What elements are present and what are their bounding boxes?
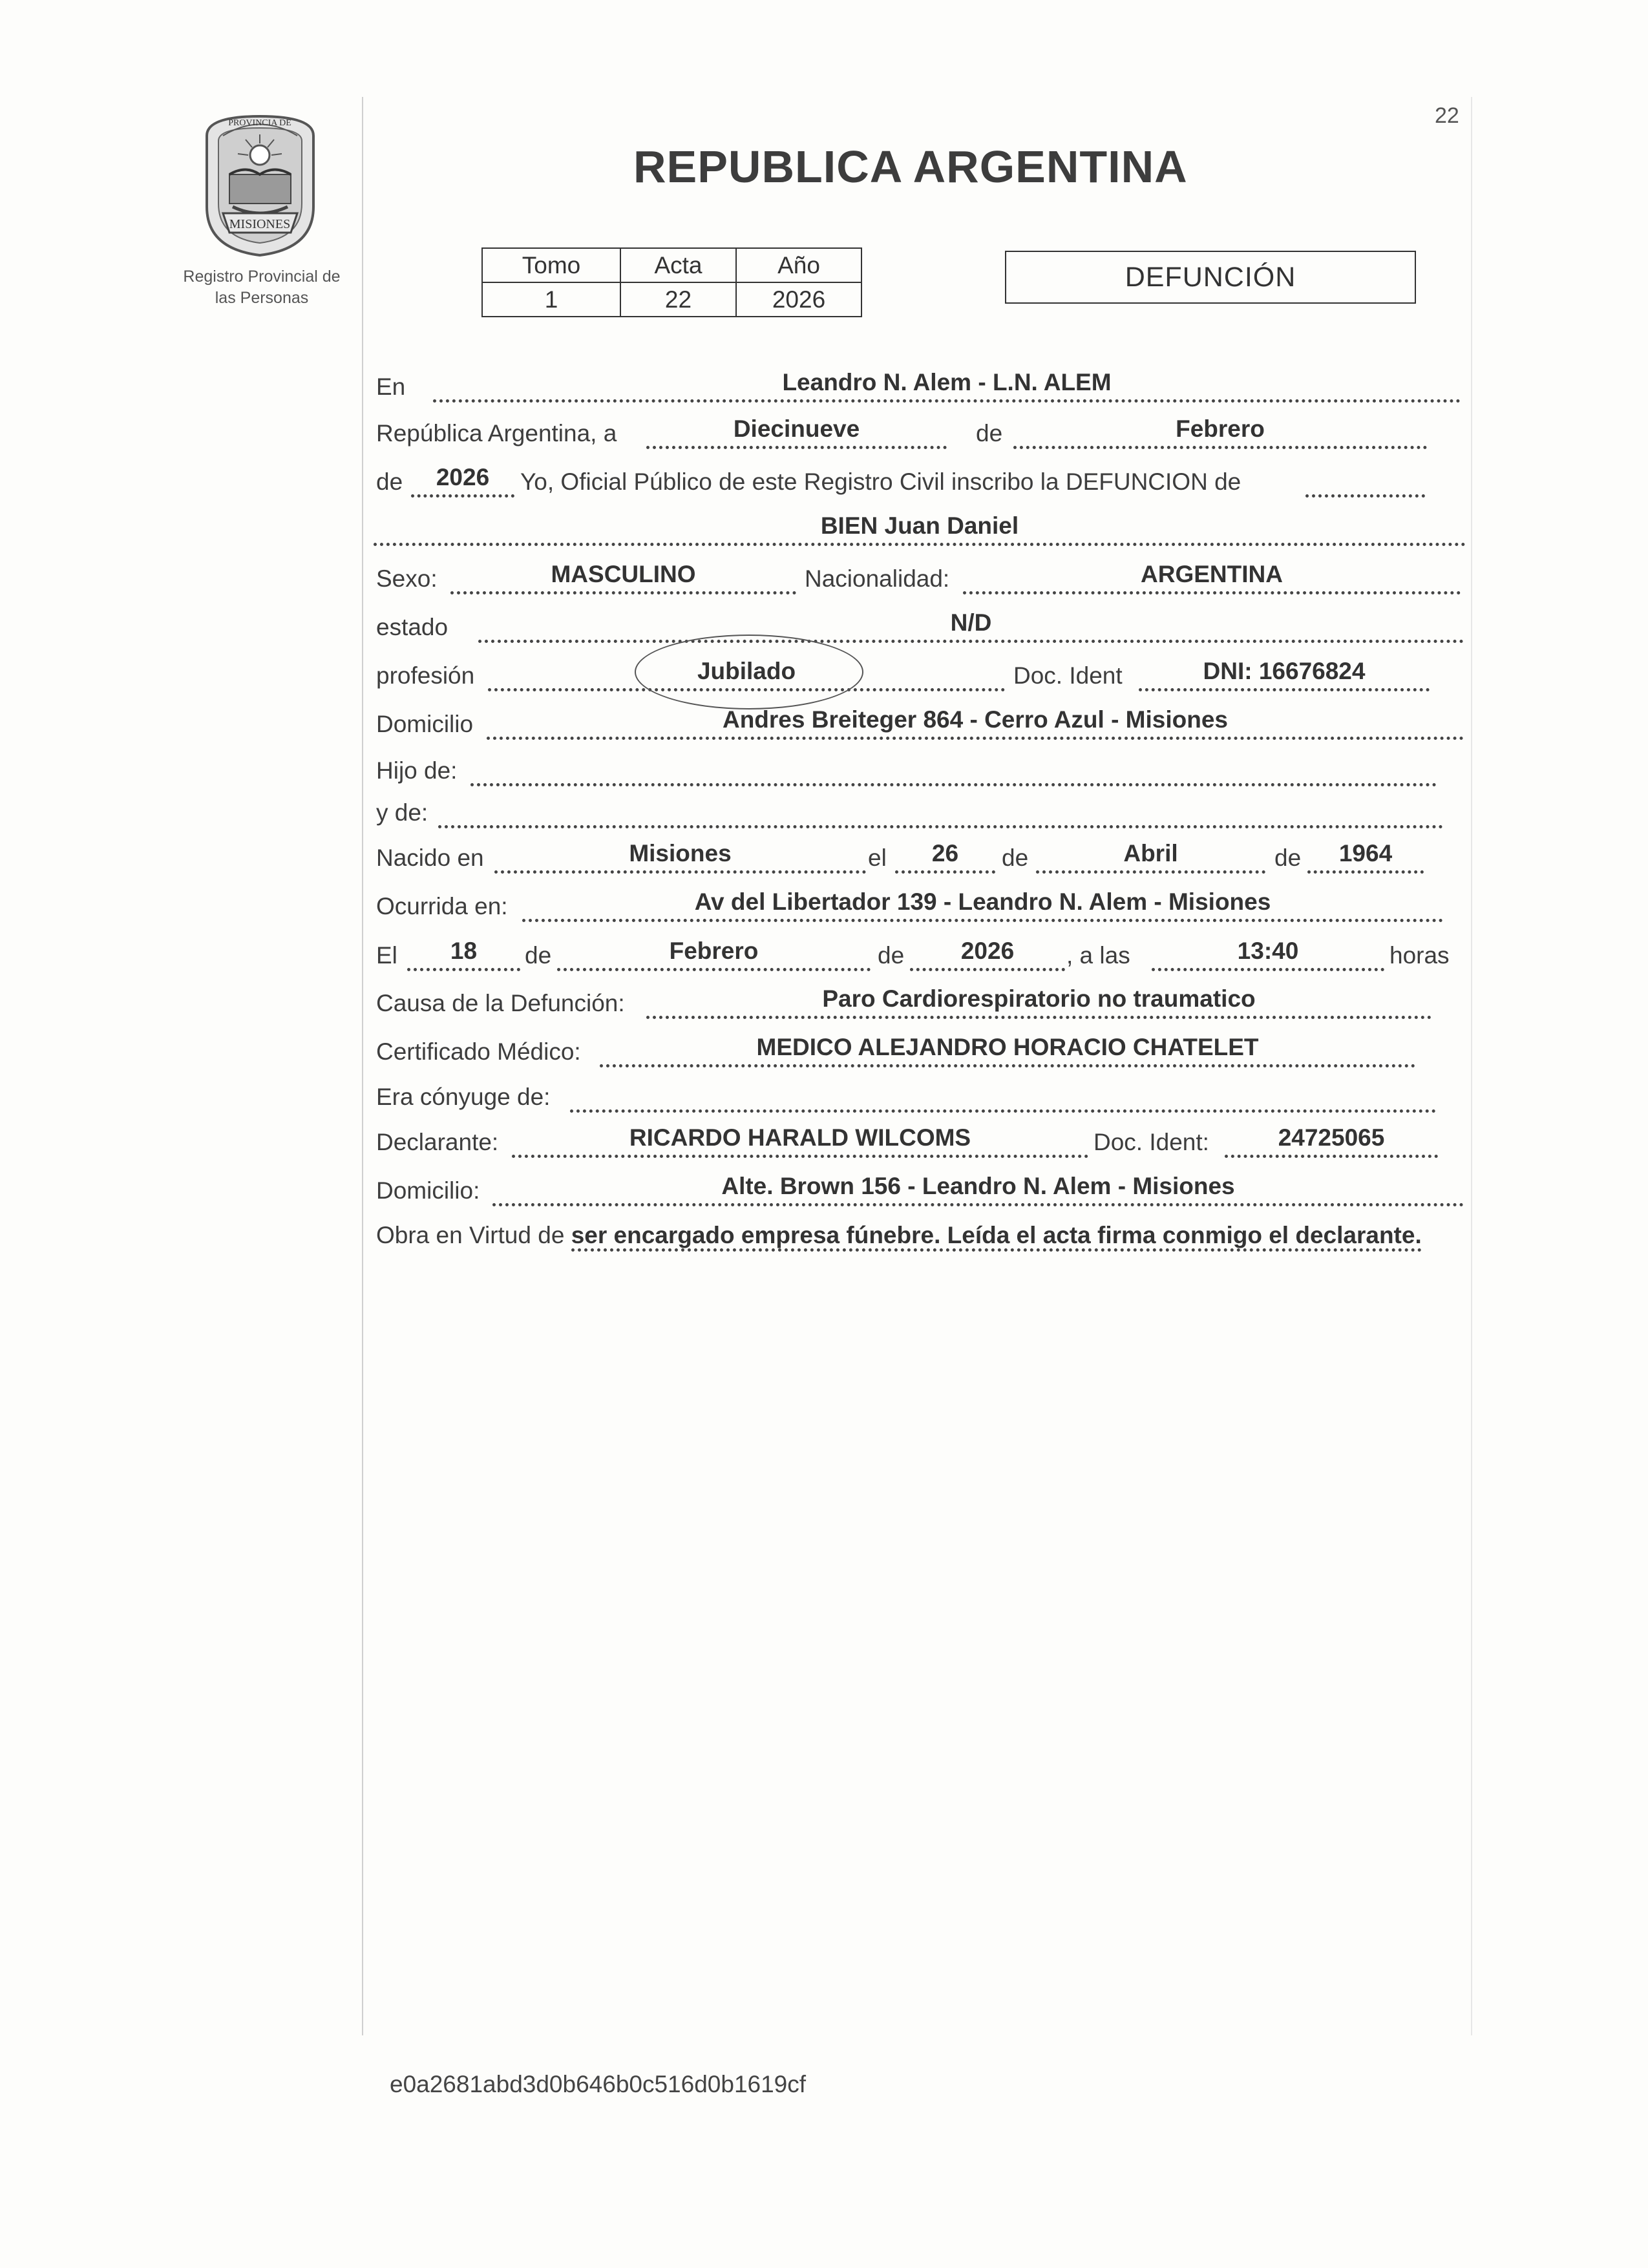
field-def-dia: 18 <box>407 936 520 971</box>
label-ocurrida-en: Ocurrida en: <box>376 893 508 919</box>
label-profesion: profesión <box>376 662 475 689</box>
label-sexo: Sexo: <box>376 565 438 592</box>
field-doc-ident: DNI: 16676824 <box>1139 656 1430 691</box>
left-margin-rule <box>362 97 363 2035</box>
label-conyuge: Era cónyuge de: <box>376 1084 551 1110</box>
field-hijo-de <box>470 751 1437 786</box>
field-certificado: MEDICO ALEJANDRO HORACIO CHATELET <box>600 1032 1415 1067</box>
act-reference-table <box>481 247 862 317</box>
page-number: 22 <box>1435 103 1459 128</box>
field-nacido-en: Misiones <box>494 838 866 874</box>
label-domicilio-2: Domicilio: <box>376 1177 480 1204</box>
label-hijo-de: Hijo de: <box>376 757 458 784</box>
header-acta: Acta <box>620 248 736 282</box>
field-sexo: MASCULINO <box>450 559 796 594</box>
label-de-6: de <box>878 942 905 969</box>
label-certificado: Certificado Médico: <box>376 1038 581 1065</box>
label-de-5: de <box>525 942 552 969</box>
label-horas: horas <box>1389 942 1450 969</box>
field-def-anio: 2026 <box>910 936 1065 971</box>
label-y-de: y de: <box>376 799 428 826</box>
svg-text:MISIONES: MISIONES <box>229 217 291 231</box>
svg-text:PROVINCIA DE: PROVINCIA DE <box>228 118 291 128</box>
label-el-1: el <box>868 845 887 871</box>
field-declarante-doc: 24725065 <box>1225 1122 1438 1158</box>
registry-name <box>165 266 359 309</box>
label-yo-oficial: Yo, Oficial Público de este Registro Civil inscribo la DEFUNCION de <box>520 468 1241 495</box>
field-obra: ser encargado empresa fúnebre. Leída el acta firma conmigo el declarante. <box>571 1222 1422 1252</box>
act-type-box: DEFUNCIÓN <box>1005 251 1416 304</box>
document-hash: e0a2681abd3d0b646b0c516d0b1619cf <box>390 2071 807 2097</box>
label-republica: República Argentina, a <box>376 420 617 446</box>
field-profesion: Jubilado <box>488 656 1005 691</box>
province-seal-icon <box>194 110 326 258</box>
label-de-3: de <box>1002 845 1029 871</box>
label-obra: Obra en Virtud de <box>376 1222 565 1248</box>
right-margin-rule <box>1471 97 1472 2035</box>
obra-en-virtud-paragraph <box>376 1218 1462 1253</box>
field-def-mes: Febrero <box>557 936 871 971</box>
label-en: En <box>376 373 406 400</box>
field-domicilio: Andres Breiteger 864 - Cerro Azul - Misiones <box>487 704 1464 740</box>
field-y-de <box>438 793 1443 828</box>
label-doc-ident: Doc. Ident <box>1013 662 1123 689</box>
label-a-las: , a las <box>1066 942 1130 969</box>
label-declarante: Declarante: <box>376 1129 499 1155</box>
label-nacido-en: Nacido en <box>376 845 484 871</box>
header-anio: Año <box>736 248 861 282</box>
handwritten-circle-mark <box>635 635 863 709</box>
value-acta: 22 <box>620 282 736 317</box>
header-tomo: Tomo <box>482 248 620 282</box>
field-conyuge <box>570 1077 1436 1113</box>
field-anio-registro: 2026 <box>411 462 514 498</box>
field-nac-anio: 1964 <box>1307 838 1424 874</box>
registry-line-1: Registro Provincial de <box>183 268 341 286</box>
field-def-hora: 13:40 <box>1152 936 1384 971</box>
field-causa: Paro Cardiorespiratorio no traumatico <box>646 983 1431 1019</box>
registry-line-2: las Personas <box>215 289 309 307</box>
field-estado: N/D <box>478 607 1464 643</box>
label-nacionalidad: Nacionalidad: <box>805 565 950 592</box>
label-de-1: de <box>976 420 1003 446</box>
table-value-row <box>482 282 861 317</box>
value-anio: 2026 <box>736 282 861 317</box>
label-estado: estado <box>376 614 449 640</box>
field-nombre: BIEN Juan Daniel <box>374 510 1466 546</box>
field-dia-registro: Diecinueve <box>646 414 947 449</box>
label-de-2: de <box>376 468 403 495</box>
field-ocurrida-en: Av del Libertador 139 - Leandro N. Alem - Misiones <box>522 887 1443 922</box>
value-tomo: 1 <box>482 282 620 317</box>
field-nac-mes: Abril <box>1036 838 1265 874</box>
label-doc-ident-2: Doc. Ident: <box>1093 1129 1209 1155</box>
field-blank-1 <box>1305 462 1425 498</box>
field-lugar: Leandro N. Alem - L.N. ALEM <box>433 367 1461 403</box>
label-domicilio: Domicilio <box>376 711 474 737</box>
document-title: REPUBLICA ARGENTINA <box>633 142 1188 192</box>
field-mes-registro: Febrero <box>1013 414 1427 449</box>
label-de-4: de <box>1274 845 1302 871</box>
table-header-row <box>482 248 861 282</box>
field-nac-dia: 26 <box>895 838 995 874</box>
field-declarante-domicilio: Alte. Brown 156 - Leandro N. Alem - Misiones <box>492 1171 1464 1206</box>
field-nacionalidad: ARGENTINA <box>963 559 1461 594</box>
label-el-2: El <box>376 942 397 969</box>
label-causa: Causa de la Defunción: <box>376 990 625 1016</box>
field-declarante: RICARDO HARALD WILCOMS <box>512 1122 1088 1158</box>
